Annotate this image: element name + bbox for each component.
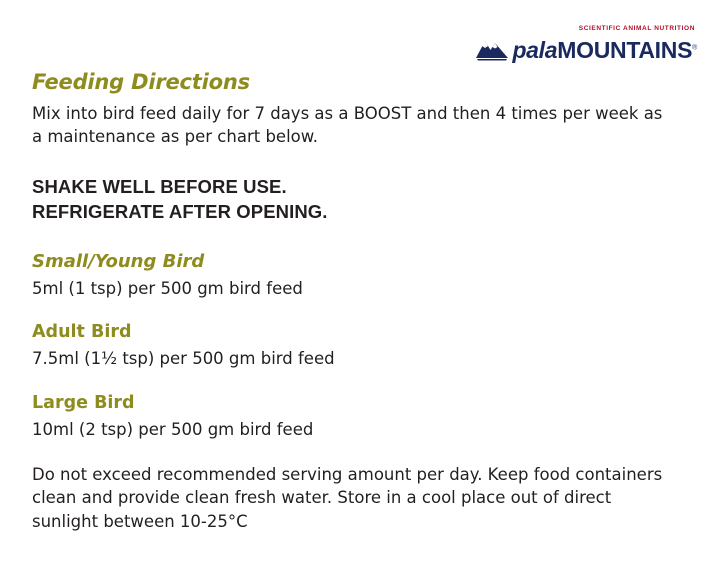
intro-text: Mix into bird feed daily for 7 days as a BOOST and then 4 times per week as a maintenance as per chart below. <box>32 104 663 147</box>
dosage-heading: Large Bird <box>32 392 135 413</box>
dosage-amount: 10ml (2 tsp) per 500 gm bird feed <box>32 419 314 439</box>
dosage-heading: Small/Young Bird <box>32 250 205 272</box>
logo-trademark: ® <box>692 44 697 51</box>
warning-line-2: REFRIGERATE AFTER OPENING. <box>32 200 328 222</box>
spacer <box>32 225 672 251</box>
dosage-amount: 7.5ml (1½ tsp) per 500 gm bird feed <box>32 349 335 369</box>
dosage-amount: 5ml (1 tsp) per 500 gm bird feed <box>32 278 303 298</box>
logo-word-mountains: MOUNTAINS <box>557 36 693 63</box>
dosage-heading: Adult Bird <box>32 322 132 343</box>
dosage-adult-bird <box>32 322 672 370</box>
footnote-text: Do not exceed recommended serving amount per day. Keep food containers clean and provide clean fresh water. Store in a cool place out of direct sunlight between 10-25°C <box>32 465 663 531</box>
dosage-small-young-bird <box>32 251 672 300</box>
page-title: Feeding Directions <box>32 70 250 94</box>
spacer <box>32 149 672 175</box>
logo-lockup <box>475 35 697 62</box>
warning-line-1: SHAKE WELL BEFORE USE. <box>32 175 287 197</box>
logo-tagline: SCIENTIFIC ANIMAL NUTRITION <box>578 25 695 32</box>
logo-word-pala: pala <box>512 36 558 63</box>
mountain-peaks-icon <box>475 35 509 61</box>
logo-wordmark <box>512 36 697 63</box>
brand-logo <box>475 26 697 62</box>
document-body <box>32 70 672 533</box>
dosage-large-bird <box>32 393 672 441</box>
